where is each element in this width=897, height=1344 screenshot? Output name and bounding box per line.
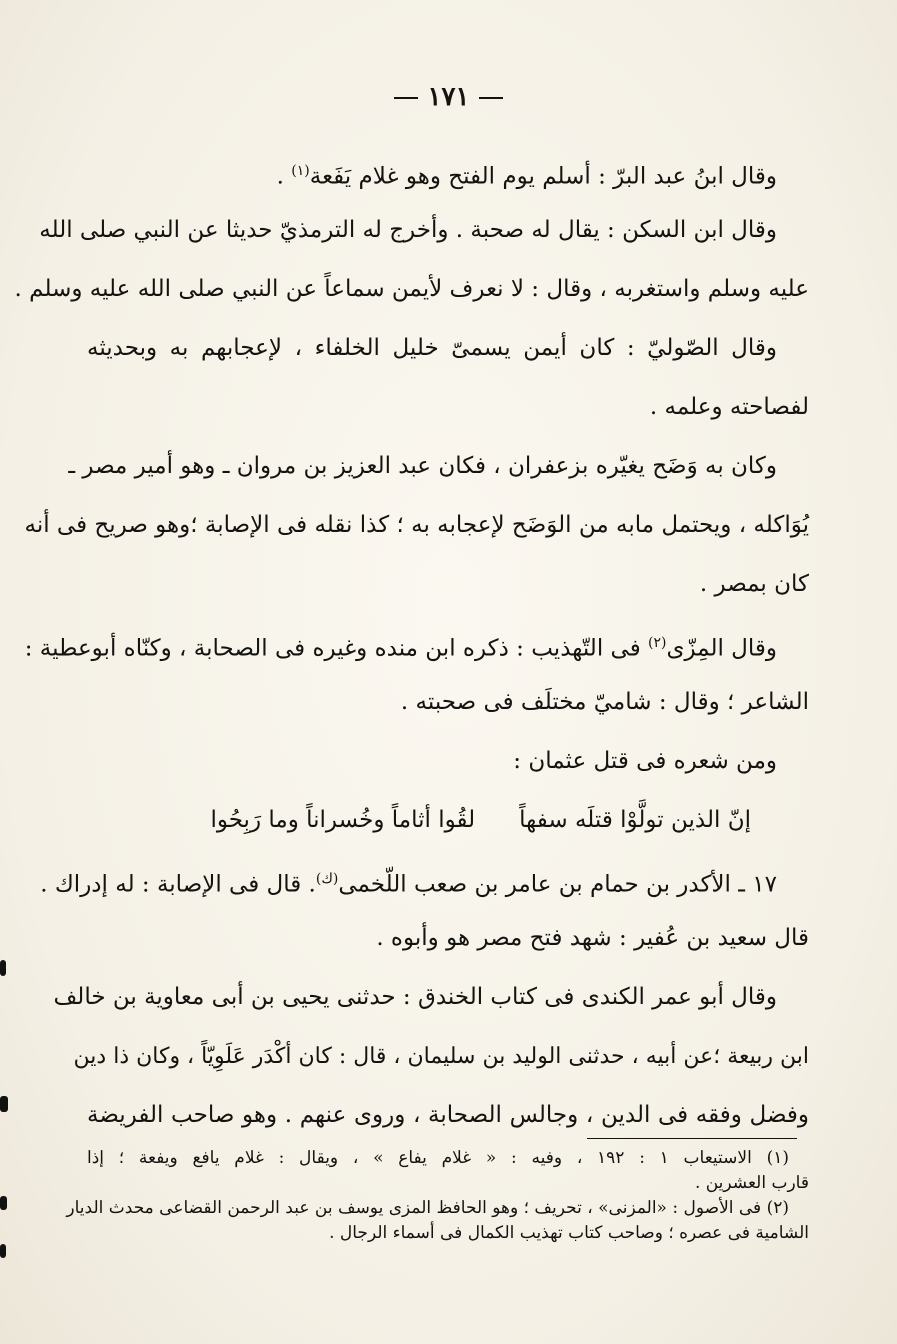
page-number-dash-left — [394, 97, 418, 99]
line-text: لفصاحته وعلمه . — [649, 394, 809, 420]
line-text: عليه وسلم واستغربه ، وقال : لا نعرف لأيمن سماعاً عن النبي صلى الله عليه وسلم . — [14, 276, 809, 302]
line-text: ومن شعره فى قتل عثمان : — [513, 748, 777, 774]
footnote-text: الشامية فى عصره ؛ وصاحب كتاب تهذيب الكمال فى أسماء الرجال . — [329, 1223, 809, 1243]
line-text: وكان به وَضَح يغيّره بزعفران ، فكان عبد العزيز بن مروان ـ وهو أمير مصر ـ — [68, 453, 777, 479]
text-line — [87, 1086, 809, 1145]
line-text-tail: فى التّهذيب : ذكره ابن منده وغيره فى الصحابة ، وكنّاه أبوعطية : — [24, 635, 648, 662]
line-text: وقال أبو عمر الكندى فى كتاب الخندق : حدثنى يحيى بن أبى معاوية بن خالف — [53, 984, 777, 1010]
line-text: الشاعر ؛ وقال : شاميّ مختلَف فى صحبته . — [400, 689, 809, 715]
text-line — [39, 201, 809, 260]
text-line — [68, 437, 809, 496]
scan-mark — [0, 1244, 6, 1258]
footnote-separator — [587, 1138, 797, 1139]
line-text: وفضل وفقه فى الدين ، وجالس الصحابة ، وروى عنهم . وهو صاحب الفريضة — [87, 1102, 809, 1128]
text-line — [14, 260, 809, 319]
footnote-ref: (ك) — [315, 871, 339, 887]
verse-hemistich-second: لقُوا أثاماً وخُسراناً وما رَبِحُوا — [210, 807, 476, 833]
verse-hemistich-first: إنّ الذين تولَّوْا قتلَه سفهاً — [519, 807, 751, 833]
page-number-text: ١٧١ — [427, 82, 470, 112]
footnote-line — [87, 1221, 809, 1246]
text-line — [87, 378, 809, 437]
footnote-line — [87, 1146, 809, 1171]
line-text: قال سعيد بن عُفير : شهد فتح مصر هو وأبوه . — [376, 925, 809, 951]
scan-mark — [0, 1196, 7, 1210]
line-text: وقال المِزّى — [666, 635, 777, 662]
text-line — [87, 909, 809, 968]
text-line — [24, 614, 809, 673]
line-text: ابن ربيعة ؛عن أبيه ، حدثنى الوليد بن سليمان ، قال : كان أكْدَر عَلَوِيّاً ، وكان ذا دين — [73, 1044, 809, 1069]
text-line — [87, 732, 809, 791]
line-text: ١٧ ـ الأكدر بن حمام بن عامر بن صعب اللّخمى — [338, 871, 777, 898]
line-text-tail: . — [276, 163, 292, 190]
footnote-text: قارب العشرين . — [694, 1173, 809, 1193]
page-number — [0, 82, 897, 112]
footnote-ref: (٢) — [648, 635, 667, 651]
line-text-tail: . قال فى الإصابة : له إدراك . — [40, 871, 316, 898]
line-text: وقال الصّوليّ : كان أيمن يسمىّ خليل الخلفاء ، لإعجابهم به وبحديثه — [87, 335, 777, 361]
scan-mark — [0, 960, 6, 976]
line-text: وقال ابن السكن : يقال له صحبة . وأخرج له الترمذيّ حديثا عن النبي صلى الله — [39, 217, 777, 243]
text-line — [87, 319, 809, 378]
text-line — [87, 555, 809, 614]
line-text: كان بمصر . — [699, 571, 809, 597]
scan-mark — [0, 1096, 8, 1112]
page-number-dash-right — [479, 97, 503, 99]
text-line — [40, 850, 809, 909]
text-line — [24, 496, 809, 555]
verse-line — [87, 791, 809, 850]
footnote-ref: (١) — [291, 163, 310, 179]
footnote-line — [66, 1196, 809, 1221]
text-line — [73, 1027, 809, 1086]
footnotes — [66, 1146, 809, 1246]
footnote-text: (١) الاستيعاب ١ : ١٩٢ ، وفيه : « غلام يفاع » ، ويقال : غلام يافع ويفعة ؛ إذا — [87, 1148, 789, 1168]
line-text: يُوَاكله ، ويحتمل مابه من الوَضَح لإعجابه به ؛ كذا نقله فى الإصابة ؛وهو صريح فى أنه — [24, 512, 809, 538]
line-text: وقال ابنُ عبد البرّ : أسلم يوم الفتح وهو غلام يَفَعة — [309, 163, 777, 190]
footnote-line — [87, 1171, 809, 1196]
main-text — [14, 142, 809, 1145]
footnote-text: (٢) فى الأصول : «المزنى» ، تحريف ؛ وهو الحافظ المزى يوسف بن عبد الرحمن القضاعى محدث الديار — [66, 1198, 789, 1218]
text-line — [53, 968, 809, 1027]
text-line — [87, 673, 809, 732]
text-line — [87, 142, 809, 201]
